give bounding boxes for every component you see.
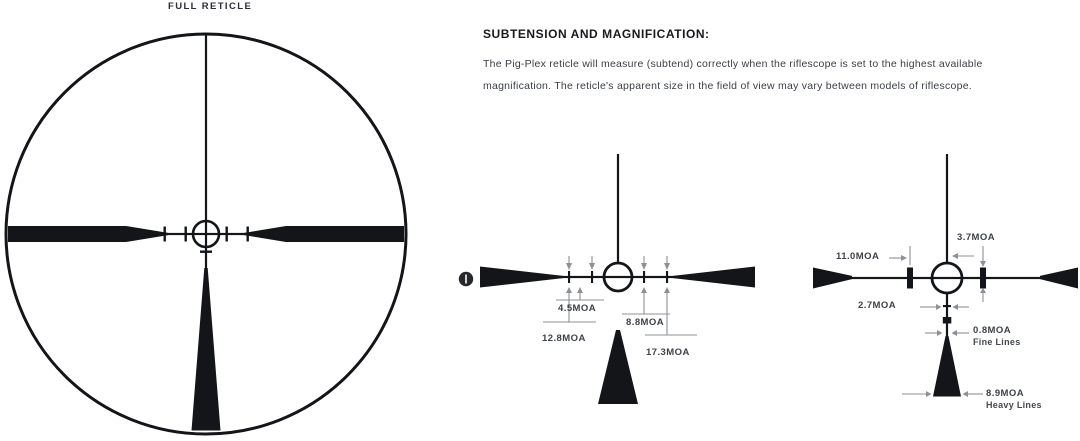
- mid-callout-label-4-5moa: 4.5MOA: [558, 303, 597, 314]
- full-reticle-heavy-post: [192, 268, 221, 431]
- mid-reticle-dimensions: [543, 256, 697, 335]
- right-callout-label-8-9moa: 8.9MOA: [986, 388, 1025, 399]
- subtension-heading: SUBTENSION AND MAGNIFICATION:: [483, 27, 710, 41]
- mid-callout-label-12-8moa: 12.8MOA: [542, 333, 586, 344]
- full-reticle-vertical-crosshair: [192, 35, 221, 431]
- full-reticle-diagram: [6, 34, 406, 434]
- fine-lines-caption: Fine Lines: [973, 337, 1021, 347]
- mid-reticle-diagram: [459, 154, 755, 404]
- subtension-body-line-2: magnification. The reticle's apparent size in the field of view may vary between models of riflescope.: [483, 80, 972, 92]
- mid-reticle-heavy-post: [598, 330, 638, 404]
- full-reticle-title: FULL RETICLE: [168, 1, 253, 12]
- subtension-body-line-1: The Pig-Plex reticle will measure (subtend) correctly when the riflescope is set to the highest available: [483, 58, 983, 70]
- heavy-lines-caption: Heavy Lines: [986, 400, 1042, 410]
- right-callout-label-11-0moa: 11.0MOA: [836, 251, 880, 262]
- right-reticle-heavy-post: [933, 336, 961, 397]
- right-callout-label-3-7moa: 3.7MOA: [957, 232, 996, 243]
- right-callout-label-0-8moa: 0.8MOA: [973, 325, 1012, 336]
- mid-callout-label-17-3moa: 17.3MOA: [646, 347, 690, 358]
- right-reticle-dimensions: [889, 246, 986, 397]
- circled-marker-icon: [459, 272, 473, 286]
- mid-callout-label-8-8moa: 8.8MOA: [626, 317, 665, 328]
- right-reticle-diagram: [813, 154, 1078, 397]
- right-callout-label-2-7moa: 2.7MOA: [858, 300, 897, 311]
